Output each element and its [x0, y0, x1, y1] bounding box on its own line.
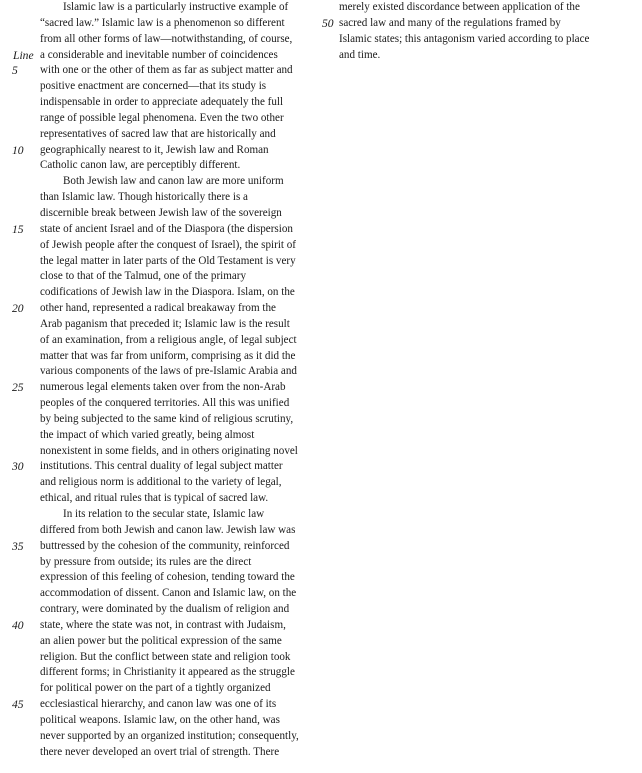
- text-line: [0, 523, 320, 539]
- text-line: [0, 269, 320, 285]
- line-text: ecclesiastical hierarchy, and canon law was one of its: [40, 698, 277, 711]
- text-line: [0, 681, 320, 697]
- text-line: [0, 48, 320, 64]
- line-text: political weapons. Islamic law, on the other hand, was: [40, 713, 280, 726]
- line-text: religion. But the conflict between state and religion took: [40, 650, 291, 663]
- line-text: of an examination, from a religious angle, of legal subject: [40, 333, 297, 346]
- text-line: [0, 285, 320, 301]
- line-text: than Islamic law. Though historically there is a: [40, 191, 248, 204]
- text-line: [0, 634, 320, 650]
- line-text: state of ancient Israel and of the Diaspora (the dispersion: [40, 222, 293, 235]
- line-text: by being subjected to the same kind of religious scrutiny,: [40, 412, 294, 425]
- line-text: discernible break between Jewish law of the sovereign: [40, 206, 282, 219]
- line-text: an alien power but the political expression of the same: [40, 634, 282, 647]
- line-text: various components of the laws of pre-Islamic Arabia and: [40, 365, 297, 378]
- text-line: [0, 333, 320, 349]
- text-line: [0, 174, 320, 190]
- text-line: [318, 48, 638, 64]
- line-text: nonexistent in some fields, and in others originating novel: [40, 444, 298, 457]
- line-number: 50: [322, 16, 334, 30]
- text-line: [318, 16, 638, 32]
- line-number: 30: [12, 460, 24, 474]
- text-line: [0, 32, 320, 48]
- line-text: by pressure from outside; its rules are the direct: [40, 555, 252, 568]
- line-text: peoples of the conquered territories. All this was unified: [40, 397, 290, 410]
- line-text: close to that of the Talmud, one of the primary: [40, 270, 247, 283]
- text-line: [0, 63, 320, 79]
- text-line: [0, 713, 320, 729]
- text-line: [0, 555, 320, 571]
- line-text: representatives of sacred law that are historically and: [40, 127, 276, 140]
- line-label: Line: [13, 48, 34, 62]
- line-number: 40: [12, 618, 24, 632]
- line-text: differed from both Jewish and canon law. Jewish law was: [40, 523, 296, 536]
- line-text: the legal matter in later parts of the Old Testament is very: [40, 254, 296, 267]
- line-number: 5: [12, 64, 18, 78]
- passage-right-column: [318, 0, 638, 63]
- text-line: [0, 349, 320, 365]
- line-text: for political power on the part of a tightly organized: [40, 682, 271, 695]
- text-line: [0, 79, 320, 95]
- line-text: positive enactment are concerned—that its study is: [40, 80, 267, 93]
- line-text: In its relation to the secular state, Islamic law: [63, 508, 265, 520]
- text-line: [0, 491, 320, 507]
- text-line: [0, 729, 320, 745]
- text-line: [0, 475, 320, 491]
- line-number: 10: [12, 143, 24, 157]
- line-text: a considerable and inevitable number of coincidences: [40, 48, 278, 61]
- text-line: [0, 16, 320, 32]
- text-line: [318, 32, 638, 48]
- text-line: [0, 650, 320, 666]
- line-text: merely existed discordance between application of the: [339, 1, 580, 13]
- line-text: Arab paganism that preceded it; Islamic law is the result: [40, 317, 290, 330]
- text-line: [0, 317, 320, 333]
- text-line: [0, 158, 320, 174]
- text-line: [0, 143, 320, 159]
- line-number: 45: [12, 698, 24, 712]
- line-text: codifications of Jewish law in the Diaspora. Islam, on the: [40, 286, 295, 299]
- text-line: [0, 570, 320, 586]
- text-line: [0, 602, 320, 618]
- line-number: 20: [12, 302, 24, 316]
- line-text: contrary, were dominated by the dualism of religion and: [40, 603, 290, 616]
- text-line: [0, 190, 320, 206]
- line-text: range of possible legal phenomena. Even the two other: [40, 111, 284, 124]
- line-text: numerous legal elements taken over from the non-Arab: [40, 381, 286, 394]
- text-line: [0, 459, 320, 475]
- line-text: the impact of which varied greatly, being almost: [40, 428, 255, 441]
- line-text: state, where the state was not, in contrast with Judaism,: [40, 618, 286, 631]
- line-number: 25: [12, 381, 24, 395]
- text-line: [0, 254, 320, 270]
- line-text: indispensable in order to appreciate adequately the full: [40, 96, 284, 109]
- line-number: 15: [12, 222, 24, 236]
- line-text: and time.: [339, 48, 381, 61]
- text-line: [0, 618, 320, 634]
- text-line: [0, 127, 320, 143]
- text-line: [0, 206, 320, 222]
- line-text: Catholic canon law, are perceptibly different.: [40, 159, 241, 172]
- line-text: matter that was far from uniform, comprising as it did the: [40, 349, 296, 362]
- text-line: [0, 444, 320, 460]
- line-text: of Jewish people after the conquest of Israel), the spirit of: [40, 238, 296, 251]
- text-line: [0, 95, 320, 111]
- text-line: [0, 745, 320, 761]
- text-line: [318, 0, 638, 16]
- text-line: [0, 586, 320, 602]
- line-text: and religious norm is additional to the variety of legal,: [40, 476, 282, 489]
- line-text: never supported by an organized institution; consequently,: [40, 729, 299, 742]
- text-line: [0, 665, 320, 681]
- line-number: 35: [12, 539, 24, 553]
- text-line: [0, 507, 320, 523]
- text-line: [0, 428, 320, 444]
- line-text: Both Jewish law and canon law are more uniform: [63, 175, 284, 188]
- text-line: [0, 238, 320, 254]
- text-line: [0, 222, 320, 238]
- text-line: [0, 396, 320, 412]
- line-text: buttressed by the cohesion of the community, reinforced: [40, 539, 290, 552]
- text-line: [0, 539, 320, 555]
- line-text: ethical, and ritual rules that is typical of sacred law.: [40, 492, 269, 505]
- line-text: there never developed an overt trial of strength. There: [40, 745, 280, 758]
- text-line: [0, 412, 320, 428]
- line-text: institutions. This central duality of legal subject matter: [40, 460, 283, 473]
- text-line: [0, 697, 320, 713]
- line-text: accommodation of dissent. Canon and Islamic law, on the: [40, 587, 297, 600]
- line-text: geographically nearest to it, Jewish law and Roman: [40, 143, 269, 156]
- line-text: Islamic law is a particularly instructive example of: [63, 1, 289, 13]
- text-line: [0, 301, 320, 317]
- line-text: different forms; in Christianity it appeared as the struggle: [40, 666, 295, 679]
- line-text: other hand, represented a radical breakaway from the: [40, 302, 276, 315]
- text-line: [0, 0, 320, 16]
- text-line: [0, 380, 320, 396]
- line-text: Islamic states; this antagonism varied according to place: [339, 32, 590, 45]
- line-text: sacred law and many of the regulations framed by: [339, 16, 561, 29]
- text-line: [0, 364, 320, 380]
- line-text: expression of this feeling of cohesion, tending toward the: [40, 571, 295, 584]
- line-text: with one or the other of them as far as subject matter and: [40, 64, 293, 77]
- passage-left-column: [0, 0, 320, 761]
- line-text: “sacred law.” Islamic law is a phenomenon so different: [40, 16, 285, 29]
- text-line: [0, 111, 320, 127]
- line-text: from all other forms of law—notwithstanding, of course,: [40, 32, 293, 45]
